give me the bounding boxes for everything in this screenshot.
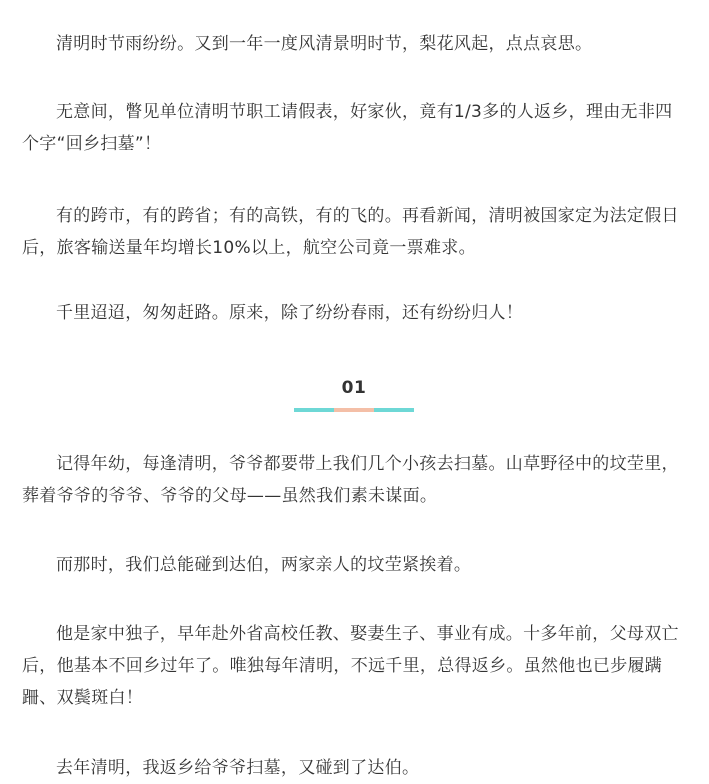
section-number: 01 — [341, 378, 367, 398]
divider-segment-middle — [334, 408, 374, 412]
paragraph: 去年清明，我返乡给爷爷扫墓，又碰到了达伯。 — [56, 758, 420, 778]
paragraph: 无意间，瞥见单位清明节职工请假表，好家伙，竟有1/3多的人返乡，理由无非四个字“回乡扫墓”！ — [22, 102, 673, 154]
divider-segment-right — [374, 408, 414, 412]
paragraph: 而那时，我们总能碰到达伯，两家亲人的坟茔紧挨着。 — [56, 555, 472, 575]
paragraph: 清明时节雨纷纷。又到一年一度风清景明时节，梨花风起，点点哀思。 — [56, 34, 593, 54]
divider-segment-left — [294, 408, 334, 412]
section-header — [22, 376, 686, 412]
paragraph: 千里迢迢，匆匆赶路。原来，除了纷纷春雨，还有纷纷归人！ — [56, 303, 524, 323]
section-divider-bar — [294, 408, 414, 412]
paragraph: 他是家中独子，早年赴外省高校任教、娶妻生子、事业有成。十多年前，父母双亡后，他基本不回乡过年了。唯独每年清明，不远千里，总得返乡。虽然他也已步履蹒跚、双鬓斑白！ — [22, 624, 679, 708]
paragraph: 记得年幼，每逢清明，爷爷都要带上我们几个小孩去扫墓。山草野径中的坟茔里，葬着爷爷的爷爷、爷爷的父母——虽然我们素未谋面。 — [22, 454, 679, 506]
paragraph: 有的跨市，有的跨省；有的高铁，有的飞的。再看新闻，清明被国家定为法定假日后，旅客输送量年均增长10%以上，航空公司竟一票难求。 — [22, 206, 679, 258]
